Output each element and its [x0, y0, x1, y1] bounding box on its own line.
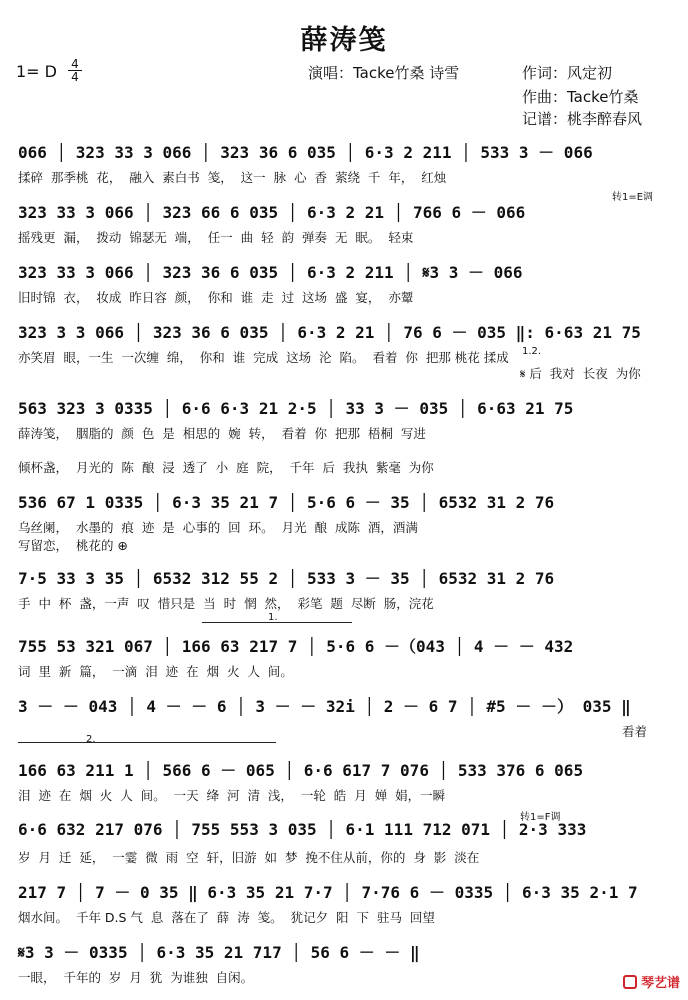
score-row-2-lyrics: 摇残更 漏， 拨动 锦瑟无 端， 任一 曲 轻 韵 弹奏 无 眠。 轻束: [18, 230, 414, 245]
score-row-3-lyrics: 旧时锦 衣， 妆成 昨日容 颜， 你和 谁 走 过 这场 盛 宴， 亦颦: [18, 290, 414, 305]
key-signature: 1= D: [16, 62, 57, 81]
score-row-7-lyrics: 手 中 杯 盏，一声 叹 惜只是 当 时 惘 然， 彩笔 题 尽断 肠，浣花: [18, 596, 434, 611]
time-signature: [68, 58, 82, 83]
score-row-1-lyrics: 揉碎 那季桃 花， 融入 素白书 笺， 这一 脉 心 香 萦绕 千 年， 红烛: [18, 170, 447, 185]
score-row-9-notes: 3 － － 043 │ 4 － － 6 │ 3 － － 32i │ 2 － 6 7 │ #5 － －） 035 ‖: [18, 697, 631, 716]
score-row-3-notes: 323 33 3 066 │ 323 36 6 035 │ 6·3 2 211 │ 𝄋3 3 － 066: [18, 263, 523, 282]
time-denominator: 4: [71, 70, 79, 84]
score-row-1-notes: 066 │ 323 33 3 066 │ 323 36 6 035 │ 6·3 2 211 │ 533 3 － 066: [18, 143, 593, 162]
volta-2-label: 2.: [86, 734, 96, 745]
score-row-2-notes: 323 33 3 066 │ 323 66 6 035 │ 6·3 2 21 │ 766 6 － 066: [18, 203, 526, 222]
key-change-f-mark: 转1=F调: [520, 812, 561, 823]
logo-text: 琴艺谱: [640, 976, 680, 991]
volta-1-label: 1.: [268, 612, 278, 623]
site-logo: [623, 972, 680, 991]
song-title: 薛涛笺: [300, 25, 388, 56]
score-row-12-lyrics: 烟水间。 千年 D.S 气 息 落在了 薛 涛 笺。 犹记夕 阳 下 驻马 回望: [18, 910, 435, 925]
score-row-6-lyrics-verse2: 写留恋， 桃花的 ⊕: [18, 538, 128, 553]
score-row-8-notes: 755 53 321 067 │ 166 63 217 7 │ 5·6 6 －（043 │ 4 － － 432: [18, 637, 574, 656]
score-row-4-lyrics: 亦笑眉 眼，一生 一次缠 绵， 你和 谁 完成 这场 沦 陷。 看着 你 把那 桃花 揉成: [18, 350, 509, 365]
score-row-5-notes: 563 323 3 0335 │ 6·6 6·3 21 2·5 │ 33 3 － 035 │ 6·63 21 75: [18, 399, 574, 418]
score-row-8-lyrics: 词 里 新 篇， 一滴 泪 迹 在 烟 火 人 间。: [18, 664, 293, 679]
score-row-9-lyrics: 看着: [622, 724, 648, 739]
score-row-10-lyrics: 泪 迹 在 烟 火 人 间。 一天 绛 河 清 浅， 一轮 皓 月 婵 娟，一瞬: [18, 788, 446, 803]
score-row-7-notes: 7·5 33 3 35 │ 6532 312 55 2 │ 533 3 － 35 │ 6532 31 2 76: [18, 569, 555, 588]
segno-lyric-line: 𝄋 后 我对 长夜 为你: [520, 366, 641, 381]
repeat-ending-mark: 1.2.: [522, 346, 542, 357]
score-row-13-notes: 𝄋3 3 － 0335 │ 6·3 35 21 717 │ 56 6 － － ‖: [18, 943, 420, 962]
score-row-11-notes: 6·6 632 217 076 │ 755 553 3 035 │ 6·1 111 712 071 │ 2·3 333: [18, 820, 587, 839]
composer-credit: 作曲：Tacke竹桑: [522, 88, 639, 106]
score-row-12-notes: 217 7 │ 7 － 0 35 ‖ 6·3 35 21 7·7 │ 7·76 6 － 0335 │ 6·3 35 2·1 7: [18, 883, 638, 902]
score-row-13-lyrics: 一眼， 千年的 岁 月 犹 为谁独 自闲。: [18, 970, 254, 985]
score-row-10-notes: 166 63 211 1 │ 566 6 － 065 │ 6·6 617 7 076 │ 533 376 6 065: [18, 761, 584, 780]
score-row-5-lyrics-verse1: 薛涛笺， 胭脂的 颜 色 是 相思的 婉 转， 看着 你 把那 梧桐 写进: [18, 426, 426, 441]
score-row-4-notes: 323 3 3 066 │ 323 36 6 035 │ 6·3 2 21 │ 76 6 － 035 ‖: 6·63 21 75: [18, 323, 641, 342]
logo-icon: [623, 975, 637, 989]
transcriber-credit: 记谱：桃李醉春风: [522, 110, 643, 128]
score-row-11-lyrics: 岁 月 迁 延， 一霎 微 雨 空 轩，旧游 如 梦 挽不住从前，你的 身 影 淡在: [18, 850, 480, 865]
lyricist-credit: 作词：风定初: [522, 64, 613, 82]
score-row-6-notes: 536 67 1 0335 │ 6·3 35 21 7 │ 5·6 6 － 35 │ 6532 31 2 76: [18, 493, 555, 512]
score-row-5-lyrics-verse2: 倾杯盏， 月光的 陈 酿 浸 透了 小 庭 院， 千年 后 我执 紫毫 为你: [18, 460, 434, 475]
singer-credit: 演唱：Tacke竹桑 诗雪: [308, 64, 460, 82]
key-change-mark: 转1=E调: [612, 192, 654, 203]
volta-bracket-2: [18, 742, 276, 743]
score-row-6-lyrics-verse1: 乌丝阑， 水墨的 痕 迹 是 心事的 回 环。 月光 酿 成陈 酒，酒满: [18, 520, 418, 535]
time-numerator: 4: [71, 57, 79, 71]
